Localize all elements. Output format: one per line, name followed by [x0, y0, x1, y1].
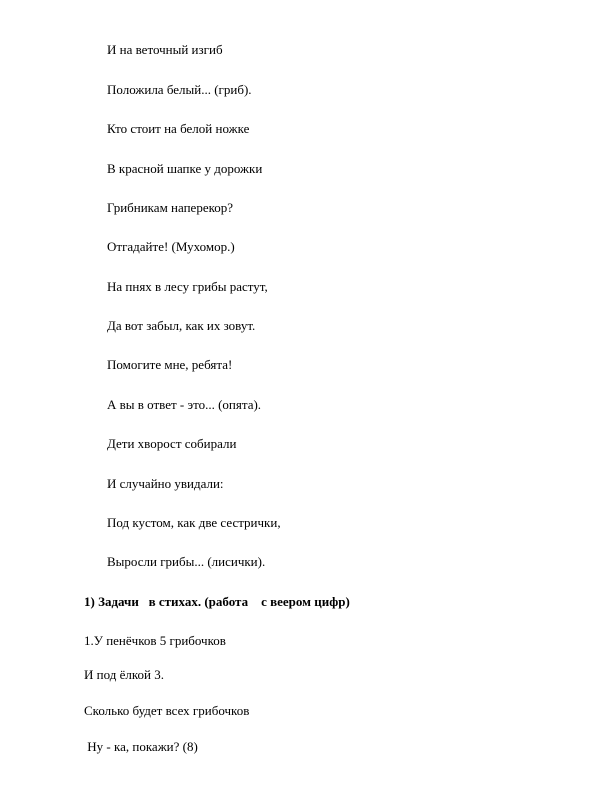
task-line: Сколько будет всех грибочков — [84, 703, 250, 718]
poem-line: И случайно увидали: — [107, 476, 224, 491]
task-line: 1.У пенёчков 5 грибочков — [84, 633, 226, 648]
poem-line: И на веточный изгиб — [107, 42, 223, 57]
poem-line: Кто стоит на белой ножке — [107, 121, 250, 136]
task-line: И под ёлкой 3. — [84, 667, 164, 682]
poem-line: На пнях в лесу грибы растут, — [107, 279, 268, 294]
poem-line: Дети хворост собирали — [107, 436, 237, 451]
poem-line: Выросли грибы... (лисички). — [107, 554, 266, 569]
poem-line: В красной шапке у дорожки — [107, 161, 263, 176]
poem-line: Под кустом, как две сестрички, — [107, 515, 281, 530]
poem-line: Да вот забыл, как их зовут. — [107, 318, 256, 333]
poem-line: Отгадайте! (Мухомор.) — [107, 239, 235, 254]
poem-line: Положила белый... (гриб). — [107, 82, 252, 97]
task-line: Ну - ка, покажи? (8) — [84, 739, 198, 754]
poem-line: Помогите мне, ребята! — [107, 357, 233, 372]
poem-line: Грибникам наперекор? — [107, 200, 234, 215]
poem-line: А вы в ответ - это... (опята). — [107, 397, 262, 412]
section-heading: 1) Задачи в стихах. (работа с веером цифр) — [84, 594, 350, 609]
